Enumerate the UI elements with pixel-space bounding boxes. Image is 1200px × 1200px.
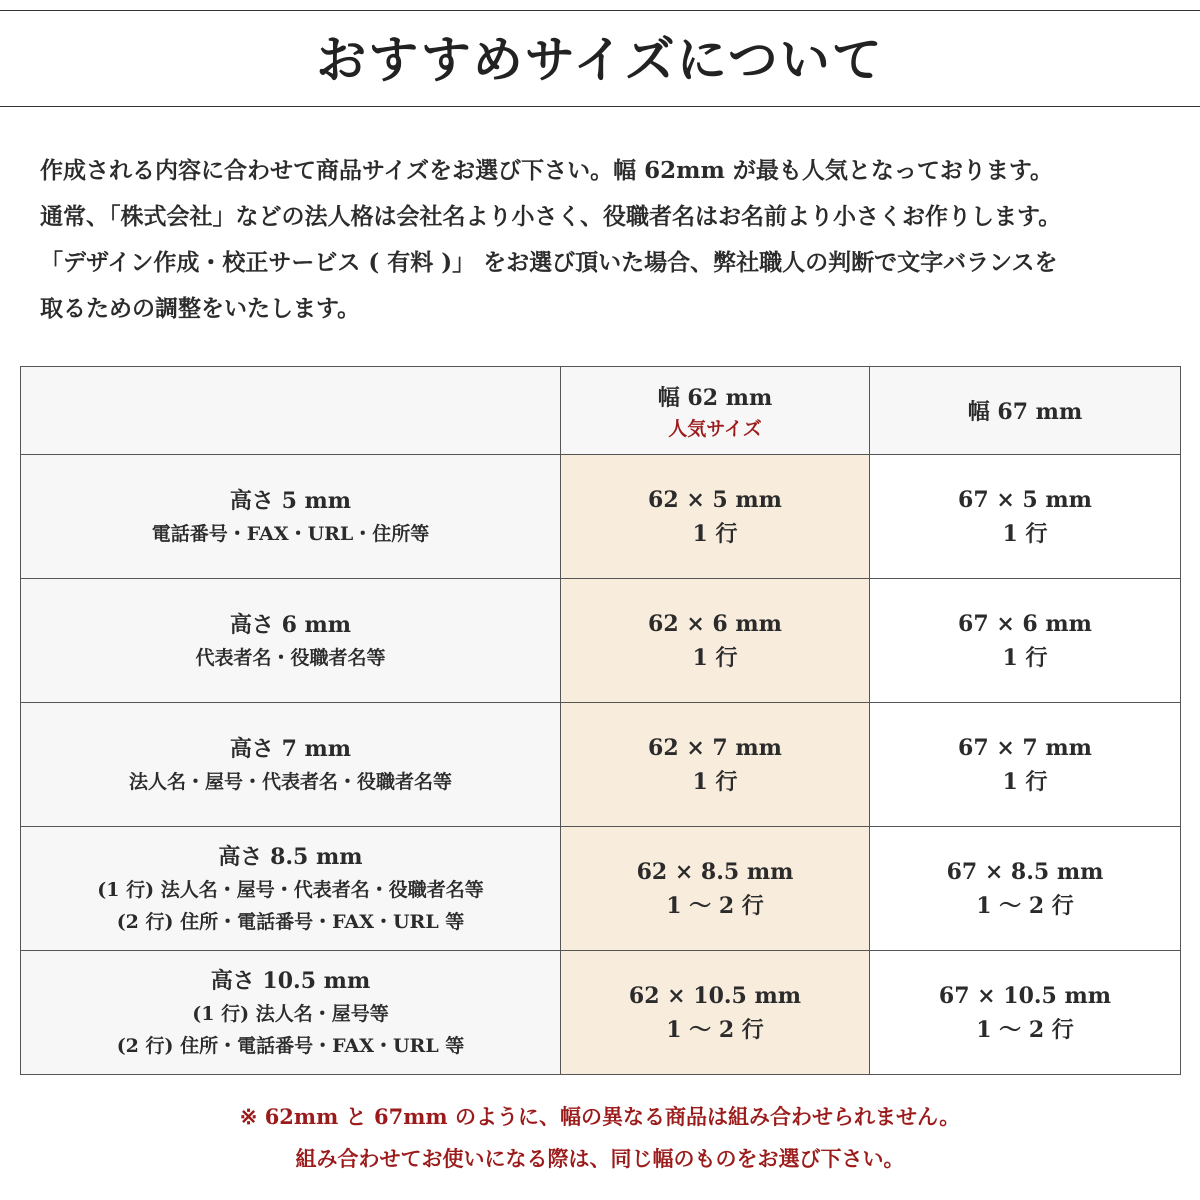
- intro-line: 作成される内容に合わせて商品サイズをお選び下さい。幅 62mm が最も人気となっております。: [40, 157, 1054, 184]
- line-count: 1 行: [692, 520, 738, 547]
- usage-description: (1 行) 法人名・屋号等: [192, 1002, 389, 1025]
- width-67-cell: [870, 455, 1181, 579]
- dimension-value: 62 × 7 mm: [648, 734, 782, 761]
- usage-description: 代表者名・役職者名等: [195, 646, 386, 669]
- height-value: 高さ 6 mm: [229, 611, 352, 638]
- width-62-cell: [561, 951, 870, 1075]
- line-count: 1 〜 2 行: [666, 1016, 764, 1043]
- width-67-cell: [870, 703, 1181, 827]
- title-rule-bottom: [0, 106, 1200, 107]
- dimension-value: 67 × 7 mm: [958, 734, 1092, 761]
- dimension-value: 62 × 6 mm: [648, 610, 782, 637]
- page-title: おすすめサイズについて: [316, 30, 884, 89]
- width-62-cell: [561, 579, 870, 703]
- line-count: 1 〜 2 行: [666, 892, 764, 919]
- width-62-cell: [561, 455, 870, 579]
- header-width-62-label: 幅 62 mm: [657, 384, 773, 411]
- width-67-cell: [870, 579, 1181, 703]
- line-count: 1 行: [692, 768, 738, 795]
- height-value: 高さ 7 mm: [229, 735, 352, 762]
- header-width-67: 幅 67 mm: [870, 367, 1181, 455]
- line-count: 1 行: [1002, 644, 1048, 671]
- header-width-62: [561, 367, 870, 455]
- footnote-line: 組み合わせてお使いになる際は、同じ幅のものをお選び下さい。: [295, 1146, 905, 1171]
- title-rule-top: [0, 10, 1200, 11]
- usage-description: (1 行) 法人名・屋号・代表者名・役職者名等: [97, 878, 484, 901]
- line-count: 1 〜 2 行: [976, 892, 1074, 919]
- intro-line: 取るための調整をいたします。: [40, 295, 361, 322]
- intro-line: 通常、「株式会社」などの法人格は会社名より小さく、役職者名はお名前より小さくお作りします。: [40, 203, 1062, 230]
- dimension-value: 67 × 5 mm: [958, 486, 1092, 513]
- size-label-cell: [21, 455, 561, 579]
- table-row: [21, 827, 1181, 951]
- usage-description: 法人名・屋号・代表者名・役職者名等: [128, 770, 452, 793]
- dimension-value: 62 × 8.5 mm: [636, 858, 794, 885]
- width-67-cell: [870, 951, 1181, 1075]
- line-count: 1 〜 2 行: [976, 1016, 1074, 1043]
- intro-line: 「デザイン作成・校正サービス ( 有料 )」 をお選び頂いた場合、弊社職人の判断で文字バランスを: [40, 249, 1058, 276]
- size-table: [20, 366, 1181, 1075]
- line-count: 1 行: [1002, 768, 1048, 795]
- width-62-cell: [561, 703, 870, 827]
- usage-description: (2 行) 住所・電話番号・FAX・URL 等: [116, 1034, 465, 1057]
- usage-description: 電話番号・FAX・URL・住所等: [151, 522, 430, 545]
- table-row: [21, 455, 1181, 579]
- table-row: [21, 703, 1181, 827]
- dimension-value: 67 × 6 mm: [958, 610, 1092, 637]
- height-value: 高さ 8.5 mm: [218, 843, 363, 870]
- dimension-value: 67 × 8.5 mm: [946, 858, 1104, 885]
- table-row: [21, 579, 1181, 703]
- footnotes: [0, 1096, 1200, 1180]
- footnote-line: ※ 62mm と 67mm のように、幅の異なる商品は組み合わせられません。: [239, 1104, 961, 1129]
- width-62-cell: [561, 827, 870, 951]
- width-67-cell: [870, 827, 1181, 951]
- size-label-cell: [21, 703, 561, 827]
- size-label-cell: [21, 951, 561, 1075]
- usage-description: (2 行) 住所・電話番号・FAX・URL 等: [116, 910, 465, 933]
- height-value: 高さ 5 mm: [229, 487, 352, 514]
- size-label-cell: [21, 827, 561, 951]
- popular-size-badge: 人気サイズ: [668, 417, 762, 440]
- dimension-value: 62 × 10.5 mm: [628, 982, 802, 1009]
- table-row: [21, 951, 1181, 1075]
- dimension-value: 67 × 10.5 mm: [938, 982, 1112, 1009]
- line-count: 1 行: [692, 644, 738, 671]
- height-value: 高さ 10.5 mm: [210, 967, 371, 994]
- table-header-row: [21, 367, 1181, 455]
- line-count: 1 行: [1002, 520, 1048, 547]
- header-empty-cell: [21, 367, 561, 455]
- intro-text: [40, 148, 1170, 332]
- dimension-value: 62 × 5 mm: [648, 486, 782, 513]
- size-label-cell: [21, 579, 561, 703]
